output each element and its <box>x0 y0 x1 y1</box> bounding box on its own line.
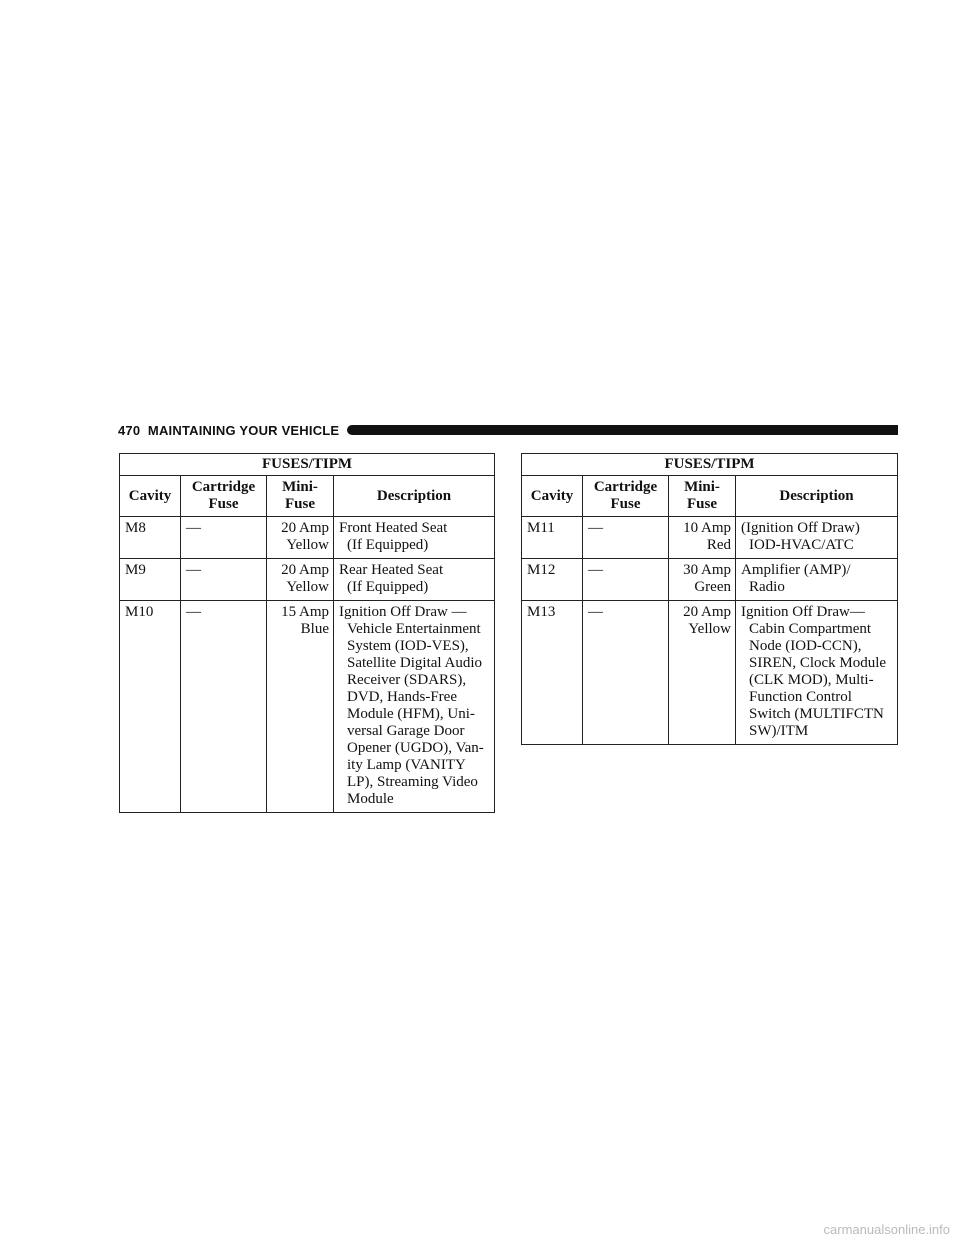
cell-mini-fuse: 20 Amp Yellow <box>267 559 334 601</box>
cell-cavity: M9 <box>120 559 181 601</box>
cell-mini-fuse: 30 Amp Green <box>669 559 736 601</box>
column-header-cavity: Cavity <box>522 476 583 517</box>
page-header <box>118 420 898 440</box>
column-header-mini: Mini- Fuse <box>669 476 736 517</box>
cell-cavity: M10 <box>120 601 181 813</box>
fuse-table-right <box>521 453 898 745</box>
cell-mini-fuse: 10 Amp Red <box>669 517 736 559</box>
table-row <box>120 559 495 601</box>
cell-description: Front Heated Seat (If Equipped) <box>334 517 495 559</box>
column-header-mini: Mini- Fuse <box>267 476 334 517</box>
cell-mini-fuse: 15 Amp Blue <box>267 601 334 813</box>
column-header-description: Description <box>334 476 495 517</box>
page-header-text <box>118 423 339 438</box>
column-header-description: Description <box>736 476 898 517</box>
cell-cartridge: — <box>181 517 267 559</box>
cell-description: Amplifier (AMP)/ Radio <box>736 559 898 601</box>
cell-cartridge: — <box>181 601 267 813</box>
table-row <box>522 517 898 559</box>
column-header-cavity: Cavity <box>120 476 181 517</box>
page-number: 470 <box>118 422 141 438</box>
cell-description: Ignition Off Draw— Cabin Compartment Node (IOD-CCN), SIREN, Clock Module (CLK MOD), Multi- Function Control Switch (MULTIFCTN SW)/ITM <box>736 601 898 745</box>
table-title: FUSES/TIPM <box>522 454 898 476</box>
table-row <box>522 601 898 745</box>
cell-description: Rear Heated Seat (If Equipped) <box>334 559 495 601</box>
cell-cartridge: — <box>181 559 267 601</box>
column-header-cartridge: Cartridge Fuse <box>181 476 267 517</box>
column-header-cartridge: Cartridge Fuse <box>583 476 669 517</box>
cell-cavity: M13 <box>522 601 583 745</box>
cell-cartridge: — <box>583 517 669 559</box>
table-title: FUSES/TIPM <box>120 454 495 476</box>
table-row <box>120 601 495 813</box>
cell-mini-fuse: 20 Amp Yellow <box>267 517 334 559</box>
table-row <box>120 517 495 559</box>
cell-cartridge: — <box>583 559 669 601</box>
section-title: MAINTAINING YOUR VEHICLE <box>147 422 340 438</box>
table-row <box>522 559 898 601</box>
watermark: carmanualsonline.info <box>823 1222 950 1237</box>
header-rule <box>347 425 898 435</box>
cell-cavity: M8 <box>120 517 181 559</box>
cell-cavity: M11 <box>522 517 583 559</box>
fuse-table-left <box>119 453 495 813</box>
cell-description: Ignition Off Draw — Vehicle Entertainment System (IOD-VES), Satellite Digital Audio Receiver (SDARS), DVD, Hands-Free Module (HFM), Uni- versal Garage Door Opener (UGDO), Van- ity Lamp (VANITY LP), Streaming Video Module <box>334 601 495 813</box>
cell-cartridge: — <box>583 601 669 745</box>
cell-cavity: M12 <box>522 559 583 601</box>
cell-description: (Ignition Off Draw) IOD-HVAC/ATC <box>736 517 898 559</box>
cell-mini-fuse: 20 Amp Yellow <box>669 601 736 745</box>
